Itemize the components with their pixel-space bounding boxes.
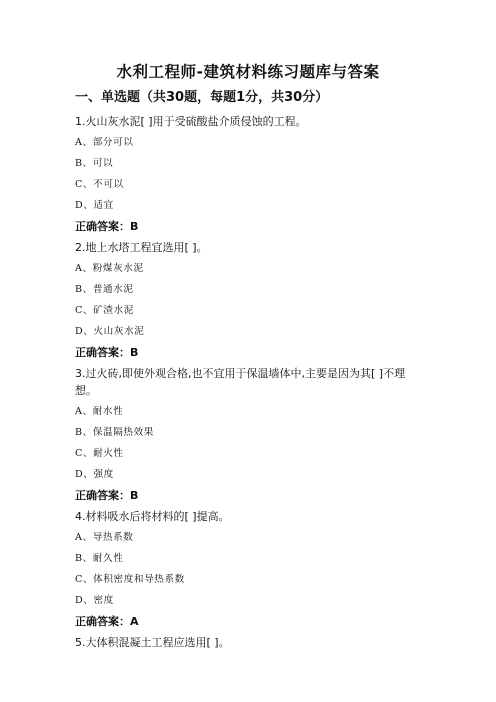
question-item bbox=[75, 631, 425, 653]
correct-answer bbox=[75, 216, 425, 236]
answer-prefix: 正确答案： bbox=[75, 615, 130, 628]
option-c: C、矿渣水泥 bbox=[75, 305, 134, 316]
option-b: B、可以 bbox=[75, 158, 114, 169]
question-stem: 4.材料吸水后将材料的[ ]提高。 bbox=[75, 510, 230, 523]
question-stem: 2.地上水塔工程宜选用[ ]。 bbox=[75, 241, 208, 254]
question-list bbox=[75, 110, 425, 653]
option-a: A、粉煤灰水泥 bbox=[75, 263, 144, 274]
option-d: D、火山灰水泥 bbox=[75, 326, 145, 337]
answer-prefix: 正确答案： bbox=[75, 346, 130, 359]
option-c: C、不可以 bbox=[75, 179, 124, 190]
correct-answer bbox=[75, 611, 425, 631]
question-item bbox=[75, 110, 425, 236]
section-heading: 一、单选题（共30题，每题1分，共30分） bbox=[75, 90, 329, 105]
option-a: A、导热系数 bbox=[75, 532, 134, 543]
option-b: B、保温隔热效果 bbox=[75, 427, 155, 438]
option-c: C、体积密度和导热系数 bbox=[75, 574, 185, 585]
question-stem: 1.火山灰水泥[ ]用于受硫酸盐介质侵蚀的工程。 bbox=[75, 115, 307, 128]
option-d: D、强度 bbox=[75, 469, 114, 480]
answer-value: B bbox=[130, 220, 139, 233]
question-item bbox=[75, 236, 425, 362]
answer-value: B bbox=[130, 346, 139, 359]
option-d: D、适宜 bbox=[75, 200, 114, 211]
correct-answer bbox=[75, 342, 425, 362]
answer-prefix: 正确答案： bbox=[75, 220, 130, 233]
correct-answer bbox=[75, 485, 425, 505]
option-a: A、部分可以 bbox=[75, 137, 134, 148]
option-b: B、普通水泥 bbox=[75, 284, 134, 295]
option-b: B、耐久性 bbox=[75, 553, 124, 564]
page-title: 水利工程师-建筑材料练习题库与答案 bbox=[116, 63, 380, 81]
option-a: A、耐水性 bbox=[75, 406, 124, 417]
question-item bbox=[75, 362, 425, 505]
option-c: C、耐火性 bbox=[75, 448, 124, 459]
answer-value: A bbox=[130, 615, 139, 628]
option-d: D、密度 bbox=[75, 595, 114, 606]
question-stem: 5.大体积混凝土工程应选用[ ]。 bbox=[75, 636, 230, 649]
answer-prefix: 正确答案： bbox=[75, 489, 130, 502]
question-item bbox=[75, 505, 425, 631]
question-stem: 3.过火砖,即使外观合格,也不宜用于保温墙体中,主要是因为其[ ]不理想。 bbox=[75, 367, 406, 397]
answer-value: B bbox=[130, 489, 139, 502]
